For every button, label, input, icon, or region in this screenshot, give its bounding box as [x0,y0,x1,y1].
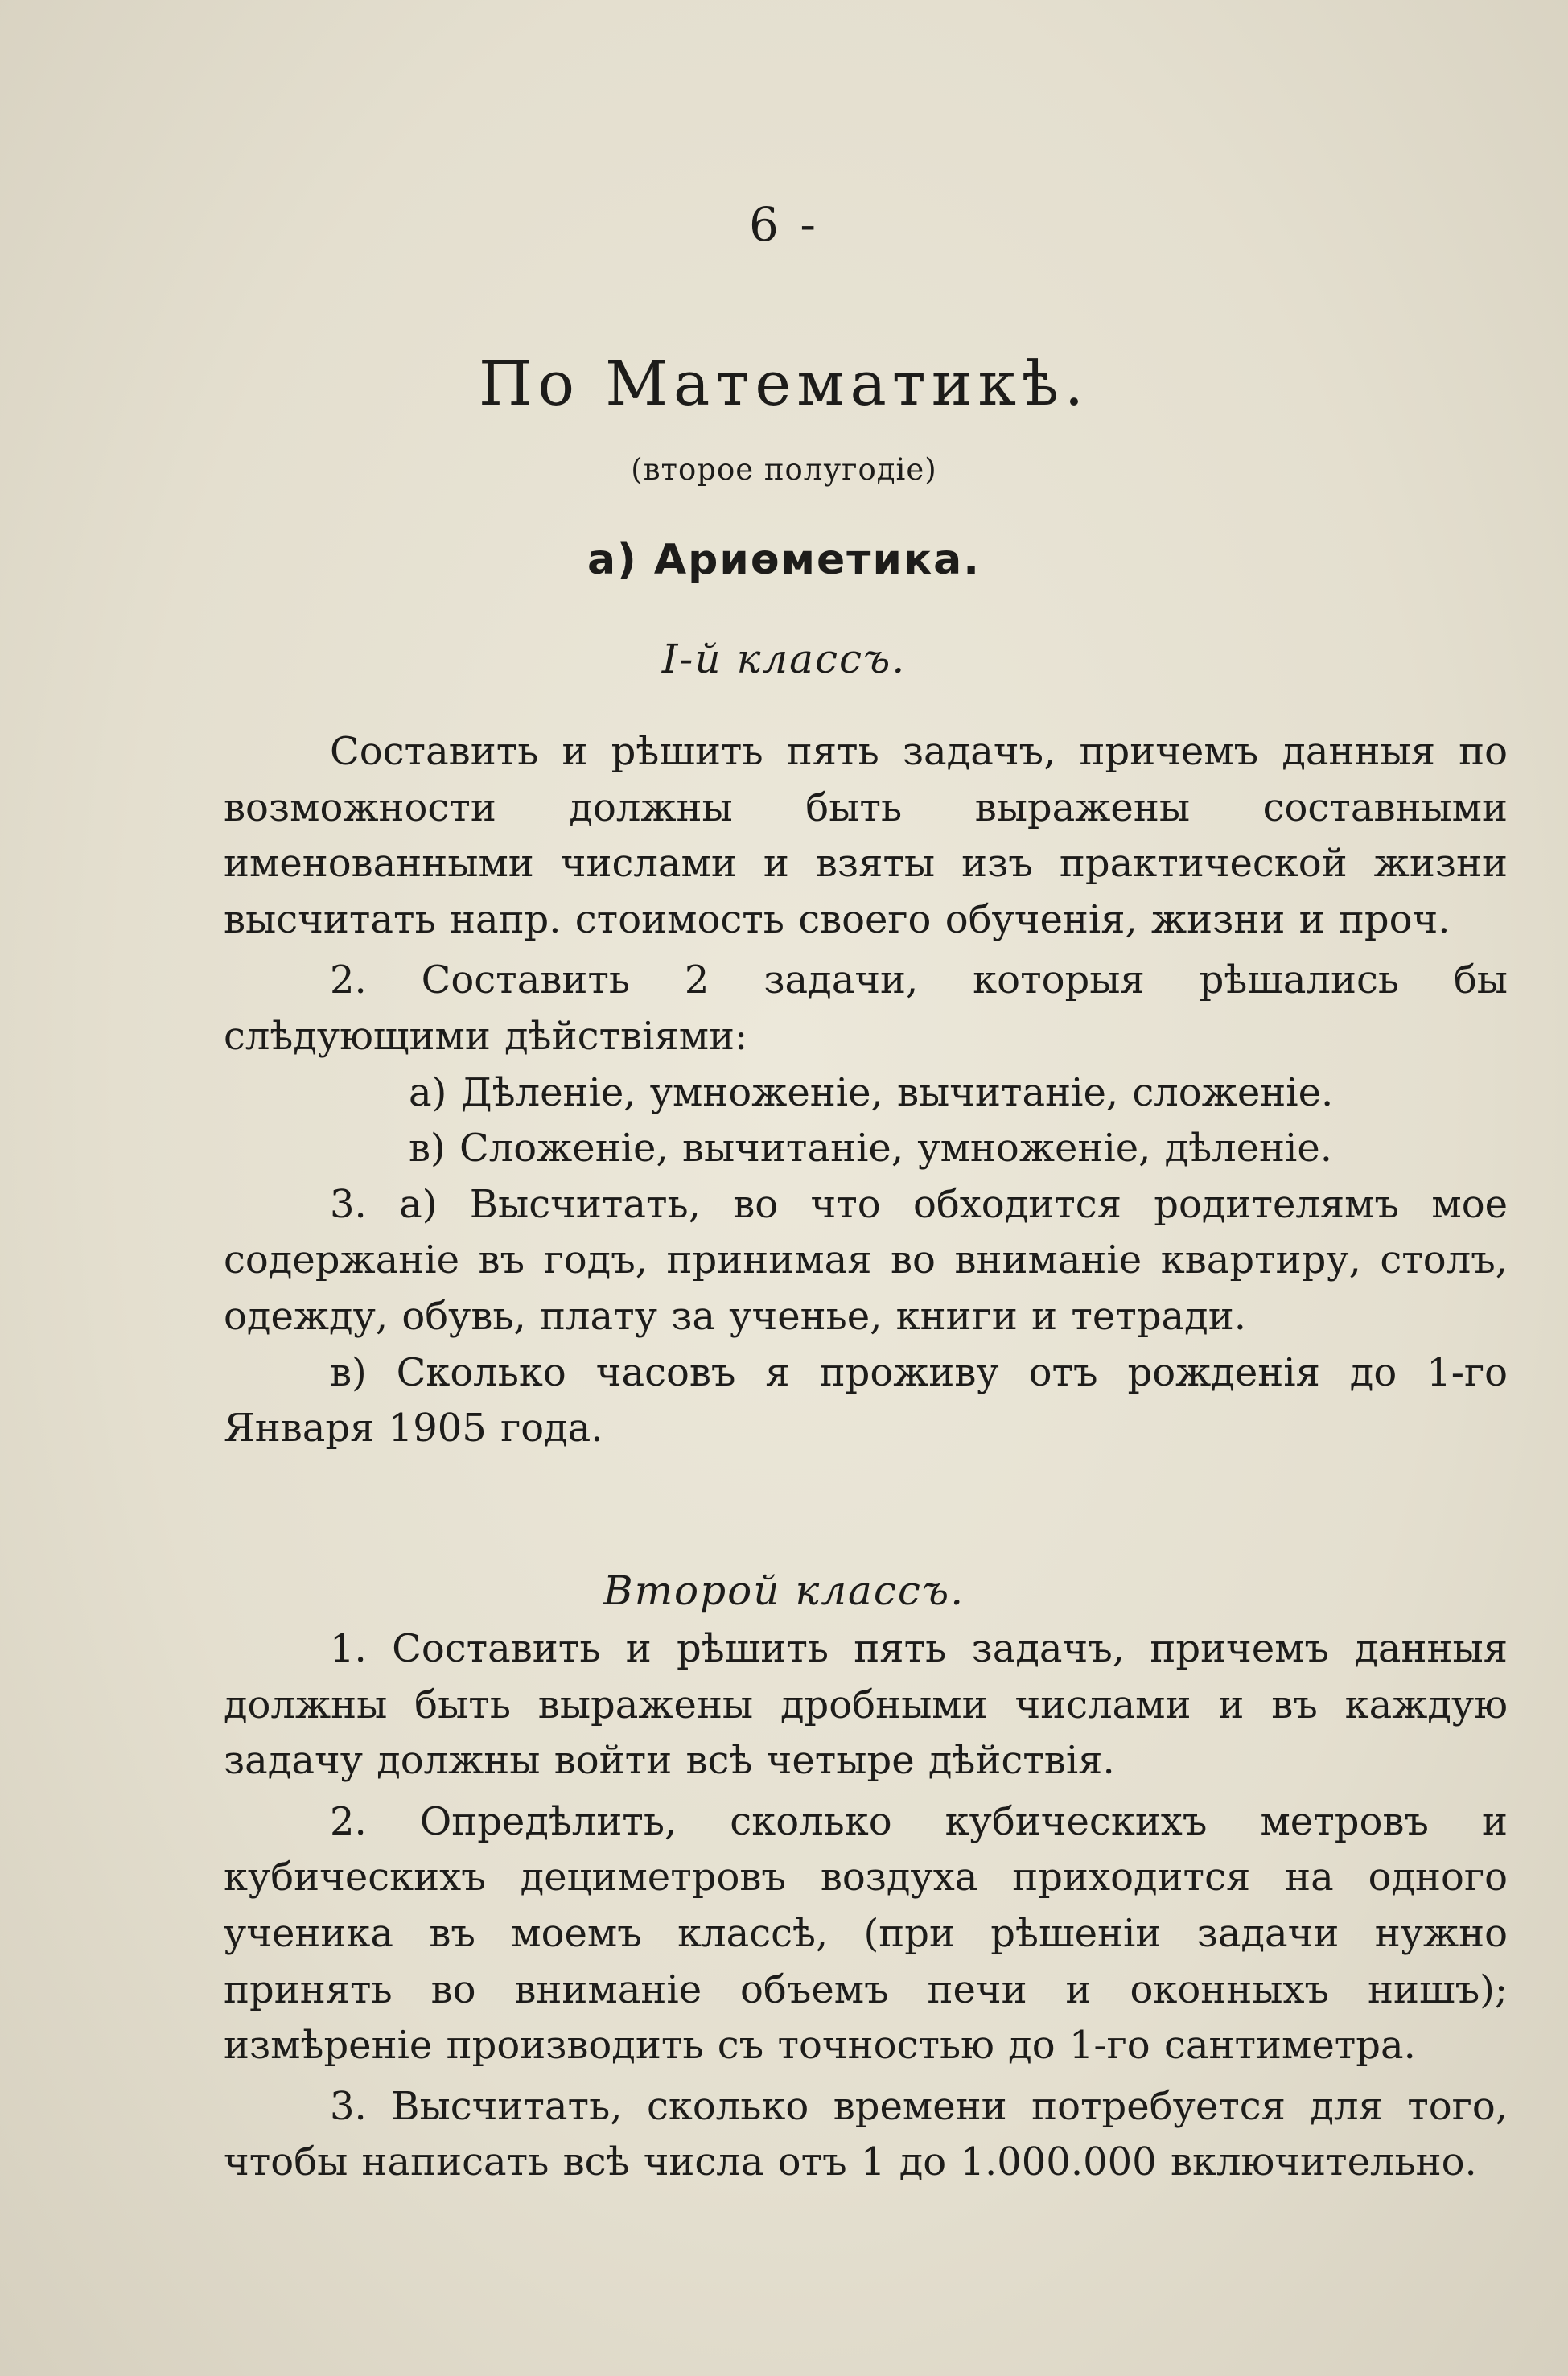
subject-heading: а) Ариѳметика. [586,536,982,584]
class-1-heading: І-й классъ. [661,636,907,682]
section-subtitle: (второе полугодіе) [631,452,937,487]
class-2-paragraph: 1. Составить и рѣшить пять задачъ, причемъ данныя должны быть выражены дробными числами и въ каждую задачу должны войти всѣ четыре дѣйствія. [224,1626,1508,1784]
section-title: По Математикѣ. [479,348,1089,419]
class-1-sub-item: в) Сложеніе, вычитаніе, умноженіе, дѣленіе. [409,1126,1333,1172]
class-1-paragraph: 2. Составить 2 задачи, которыя рѣшались бы слѣдующими дѣйствіями: [224,957,1508,1059]
class-1-assignments [224,724,1508,1457]
class-1-paragraph: в) Сколько часовъ я проживу отъ рожденія до 1-го Января 1905 года. [224,1349,1508,1452]
page-number: 6 - [749,197,819,252]
class-2-paragraph: 2. Опредѣлить, сколько кубическихъ метровъ и кубическихъ дециметровъ воздуха приходится на одного ученика въ моемъ классѣ, (при рѣшеніи задачи нужно принять во вниманіе объемъ печи и оконныхъ нишъ); измѣреніе производить съ точностью до 1-го сантиметра. [224,1798,1508,2069]
class-2-paragraph: 3. Высчитать, сколько времени потребуется для того, чтобы написать всѣ числа отъ 1 до 1.000.000 включительно. [224,2083,1508,2185]
class-1-sub-item: а) Дѣленіе, умноженіе, вычитаніе, сложеніе. [409,1069,1334,1115]
class-1-paragraph: Составить и рѣшить пять задачъ, причемъ данныя по возможности должны быть выражены составными именованными числами и взяты изъ практической жизни высчитать напр. стоимость своего обученія, жизни и проч. [224,729,1508,942]
class-1-paragraph: 3. а) Высчитать, во что обходится родителямъ мое содержаніе въ годъ, принимая во вниманіе квартиру, столъ, одежду, обувь, плату за ученье, книги и тетради. [224,1181,1508,1339]
class-2-assignments [224,1621,1508,2191]
class-2-heading: Второй классъ. [603,1567,965,1614]
